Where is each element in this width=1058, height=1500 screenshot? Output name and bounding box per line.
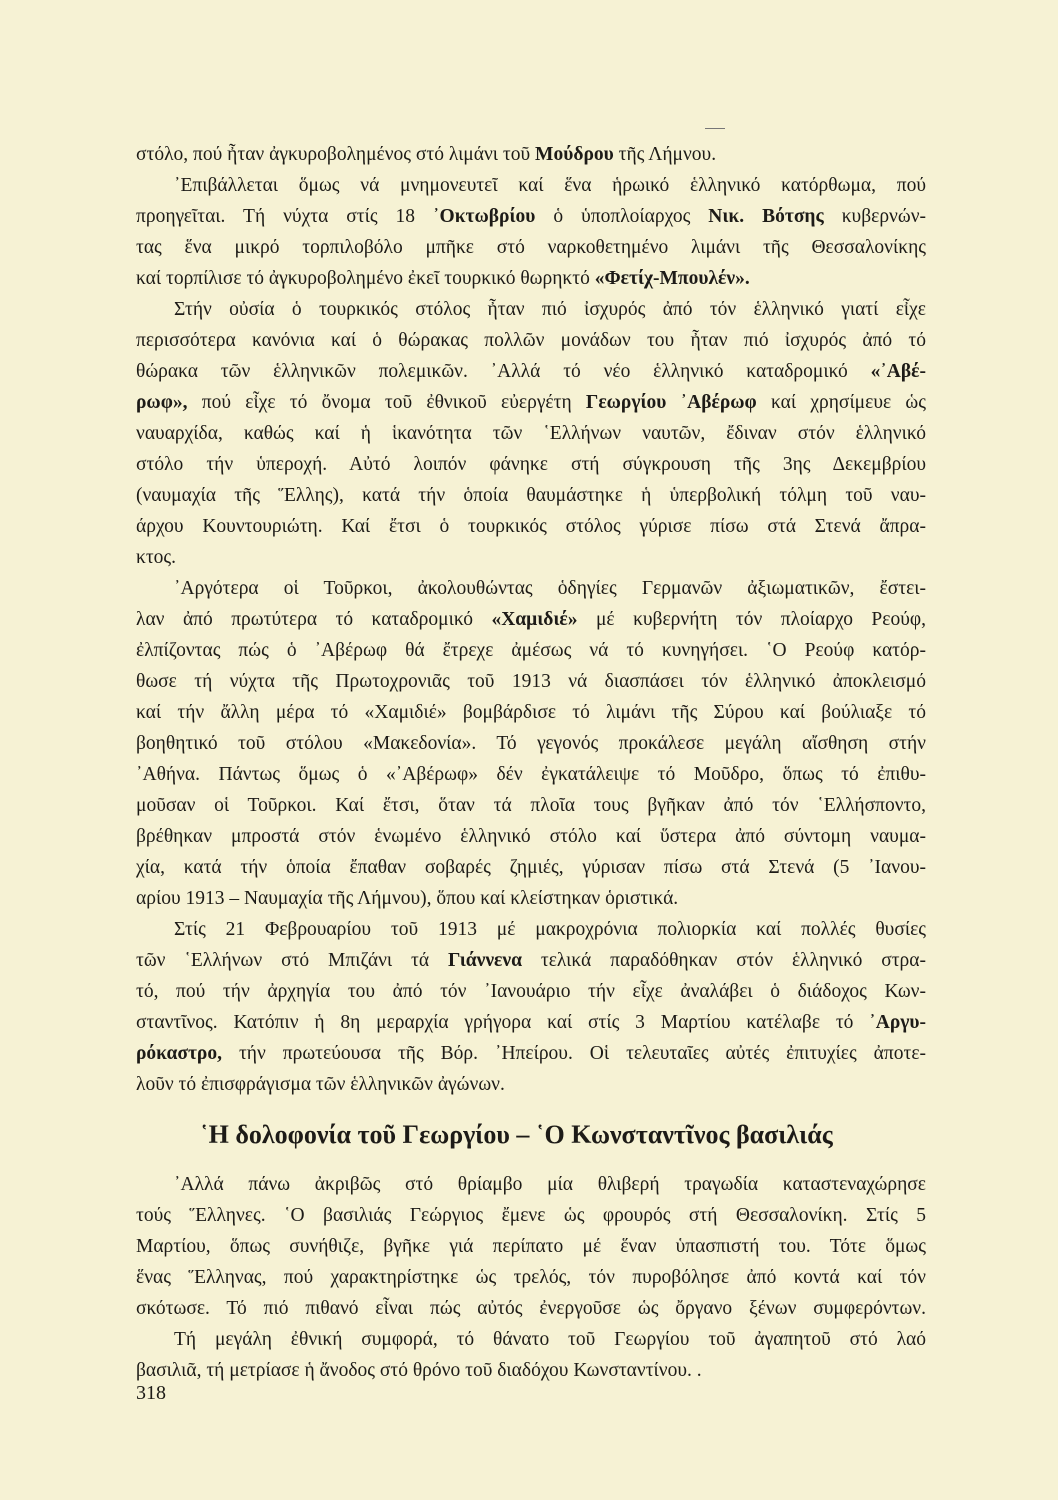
text-segment: τήν πρωτεύουσα τῆς Βόρ. ᾿Ηπείρου. Οἱ τελευταῖες αὐτές ἐπιτυχίες ἀποτε- — [222, 1043, 926, 1064]
text-segment: σκότωσε. Τό πιό πιθανό εἶναι πώς αὐτός ἐνεργοῦσε ὡς ὄργανο ξένων συμφερόντων. — [136, 1298, 926, 1319]
text-line — [136, 1169, 926, 1200]
text-segment: βασιλιᾶ, τή μετρίασε ἡ ἄνοδος στό θρόνο τοῦ διαδόχου Κωνσταντίνου. . — [136, 1360, 702, 1381]
text-line — [136, 604, 926, 635]
text-segment: βοηθητικό τοῦ στόλου «Μακεδονία». Τό γεγονός προκάλεσε μεγάλη αἴσθηση στήν — [136, 733, 926, 754]
text-line — [136, 852, 926, 883]
text-segment: προηγεῖται. Τή νύχτα στίς 18 — [136, 206, 434, 227]
text-line — [136, 542, 926, 573]
bold-text: ρωφ», — [136, 392, 188, 413]
text-segment: τό, πού τήν ἀρχηγία του ἀπό τόν ᾿Ιανουάριο τήν εἶχε ἀναλάβει ὁ διάδοχος Κων- — [136, 981, 926, 1002]
text-line — [136, 697, 926, 728]
text-segment: ᾿Αλλά πάνω ἀκριβῶς στό θρίαμβο μία θλιβερή τραγωδία καταστεναχώρησε — [174, 1174, 926, 1195]
text-line — [136, 201, 926, 232]
text-line — [136, 387, 926, 418]
text-line — [136, 294, 926, 325]
text-segment: κτος. — [136, 547, 177, 568]
bold-text: ᾿Οκτωβρίου — [433, 206, 536, 227]
text-segment: θώρακα τῶν ἑλληνικῶν πολεμικῶν. ᾿Αλλά τό νέο ἑλληνικό καταδρομικό — [136, 361, 871, 382]
text-line — [136, 790, 926, 821]
text-segment: Τή μεγάλη ἐθνική συμφορά, τό θάνατο τοῦ Γεωργίου τοῦ ἀγαπητοῦ στό λαό — [174, 1329, 926, 1350]
text-segment: τας ἕνα μικρό τορπιλοβόλο μπῆκε στό ναρκοθετημένο λιμάνι τῆς Θεσσαλονίκης — [136, 237, 926, 258]
bold-text: ρόκαστρο, — [136, 1043, 222, 1064]
text-line — [136, 449, 926, 480]
text-segment: ναυαρχίδα, καθώς καί ἡ ἱκανότητα τῶν ῾Ελλήνων ναυτῶν, ἔδιναν στόν ἑλληνικό — [136, 423, 926, 444]
text-segment: κυβερνών- — [823, 206, 927, 227]
section-text — [136, 1169, 926, 1386]
text-segment: Στήν οὐσία ὁ τουρκικός στόλος ἦταν πιό ἰσχυρός ἀπό τόν ἑλληνικό γιατί εἶχε — [174, 299, 926, 320]
text-segment: ἐλπίζοντας πώς ὁ ᾿Αβέρωφ θά ἔτρεχε ἀμέσως νά τό κυνηγήσει. ῾Ο Ρεούφ κατόρ- — [136, 640, 926, 661]
section-heading: ῾Η δολοφονία τοῦ Γεωργίου – ῾Ο Κωνσταντῖνος βασιλιάς — [200, 1120, 833, 1149]
text-segment: στόλο τήν ὑπεροχή. Αὐτό λοιπόν φάνηκε στή σύγκρουση τῆς 3ης Δεκεμβρίου — [136, 454, 926, 475]
text-line — [136, 1293, 926, 1324]
text-segment: λαν ἀπό πρωτύτερα τό καταδρομικό — [136, 609, 492, 630]
text-line — [136, 511, 926, 542]
text-segment: αρίου 1913 – Ναυμαχία τῆς Λήμνου), ὅπου καί κλείστηκαν ὁριστικά. — [136, 888, 679, 909]
text-segment: τελικά παραδόθηκαν στόν ἑλληνικό στρα- — [522, 950, 927, 971]
text-line — [136, 480, 926, 511]
text-segment: χία, κατά τήν ὁποία ἔπαθαν σοβαρές ζημιές, γύρισαν πίσω στά Στενά (5 ᾿Ιανου- — [136, 857, 926, 878]
text-line — [136, 263, 926, 294]
bold-text: Νικ. Βότσης — [708, 206, 824, 227]
text-segment: ᾿Αργότερα οἱ Τοῦρκοι, ἀκολουθώντας ὁδηγίες Γερμανῶν ἀξιωματικῶν, ἔστει- — [174, 578, 926, 599]
text-segment: καί χρησίμευε ὡς — [756, 392, 926, 413]
text-segment: ᾿Επιβάλλεται ὅμως νά μνημονευτεῖ καί ἕνα ἡρωικό ἑλληνικό κατόρθωμα, πού — [174, 175, 926, 196]
bold-text: «᾿Αβέ- — [870, 361, 926, 382]
bold-text: Γιάννενα — [447, 950, 522, 971]
text-line — [136, 914, 926, 945]
bold-text: «Φετίχ-Μπουλέν». — [594, 268, 750, 289]
text-line — [136, 418, 926, 449]
text-line — [136, 635, 926, 666]
text-line — [136, 325, 926, 356]
text-line — [136, 1355, 926, 1386]
text-segment: πού εἶχε τό ὄνομα τοῦ ἐθνικοῦ εὐεργέτη — [187, 392, 586, 413]
text-line — [136, 1069, 926, 1100]
bold-text: ᾿Αργυ- — [869, 1012, 926, 1033]
text-segment: τῆς Λήμνου. — [613, 144, 717, 165]
text-line — [136, 883, 926, 914]
text-segment: σταντῖνος. Κατόπιν ἡ 8η μεραρχία γρήγορα καί στίς 3 Μαρτίου κατέλαβε τό — [136, 1012, 870, 1033]
top-rule — [705, 128, 725, 129]
text-segment: ὁ ὑποπλοίαρχος — [535, 206, 709, 227]
text-segment: καί τορπίλισε τό ἀγκυροβολημένο ἐκεῖ τουρκικό θωρηκτό — [136, 268, 595, 289]
text-line — [136, 356, 926, 387]
text-line — [136, 666, 926, 697]
text-segment: βρέθηκαν μπροστά στόν ἑνωμένο ἑλληνικό στόλο καί ὕστερα ἀπό σύντομη ναυμα- — [136, 826, 926, 847]
page-number: 318 — [136, 1382, 166, 1404]
text-segment: ᾿Αθήνα. Πάντως ὅμως ὁ «᾿Αβέρωφ» δέν ἐγκατάλειψε τό Μοῦδρο, ὅπως τό ἐπιθυ- — [136, 764, 926, 785]
text-segment: άρχου Κουντουριώτη. Καί ἔτσι ὁ τουρκικός στόλος γύρισε πίσω στά Στενά ἄπρα- — [136, 516, 926, 537]
text-line — [136, 573, 926, 604]
text-segment: στόλο, πού ἦταν ἀγκυροβολημένος στό λιμάνι τοῦ — [136, 144, 536, 165]
text-line — [136, 1231, 926, 1262]
text-segment: μέ κυβερνήτη τόν πλοίαρχο Ρεούφ, — [577, 609, 926, 630]
text-segment: λοῦν τό ἐπισφράγισμα τῶν ἑλληνικῶν ἀγώνων. — [136, 1074, 505, 1095]
text-segment: τῶν ῾Ελλήνων στό Μπιζάνι τά — [136, 950, 448, 971]
text-segment: καί τήν ἄλλη μέρα τό «Χαμιδιέ» βομβάρδισε τό λιμάνι τῆς Σύρου καί βούλιαξε τό — [136, 702, 926, 723]
text-line — [136, 821, 926, 852]
bold-text: Γεωργίου ᾿Αβέρωφ — [585, 392, 757, 413]
text-line — [136, 976, 926, 1007]
bold-text: Μούδρου — [535, 144, 614, 165]
text-segment: περισσότερα κανόνια καί ὁ θώρακας πολλῶν μονάδων του ἦταν πιό ἰσχυρός ἀπό τό — [136, 330, 926, 351]
text-segment: θωσε τή νύχτα τῆς Πρωτοχρονιᾶς τοῦ 1913 νά διασπάσει τόν ἑλληνικό ἀποκλεισμό — [136, 671, 926, 692]
body-text — [136, 139, 926, 1100]
text-line — [136, 170, 926, 201]
text-segment: Μαρτίου, ὅπως συνήθιζε, βγῆκε γιά περίπατο μέ ἕναν ὑπασπιστή του. Τότε ὅμως — [136, 1236, 926, 1257]
text-line — [136, 1007, 926, 1038]
text-line — [136, 1262, 926, 1293]
text-line — [136, 728, 926, 759]
text-line — [136, 1324, 926, 1355]
text-line — [136, 759, 926, 790]
text-segment: Στίς 21 Φεβρουαρίου τοῦ 1913 μέ μακροχρόνια πολιορκία καί πολλές θυσίες — [174, 919, 926, 940]
text-line — [136, 139, 926, 170]
text-segment: ἕνας Ἕλληνας, πού χαρακτηρίστηκε ὡς τρελός, τόν πυροβόλησε ἀπό κοντά καί τόν — [136, 1267, 926, 1288]
text-line — [136, 1038, 926, 1069]
text-segment: τούς Ἕλληνες. ῾Ο βασιλιάς Γεώργιος ἔμενε ὡς φρουρός στή Θεσσαλονίκη. Στίς 5 — [136, 1205, 926, 1226]
text-line — [136, 232, 926, 263]
text-line — [136, 1200, 926, 1231]
text-segment: (ναυμαχία τῆς Ἕλλης), κατά τήν ὁποία θαυμάστηκε ἡ ὑπερβολική τόλμη τοῦ ναυ- — [136, 485, 926, 506]
text-segment: μοῦσαν οἱ Τοῦρκοι. Καί ἔτσι, ὅταν τά πλοῖα τους βγῆκαν ἀπό τόν ῾Ελλήσποντο, — [136, 795, 926, 816]
bold-text: «Χαμιδιέ» — [491, 609, 578, 630]
text-line — [136, 945, 926, 976]
